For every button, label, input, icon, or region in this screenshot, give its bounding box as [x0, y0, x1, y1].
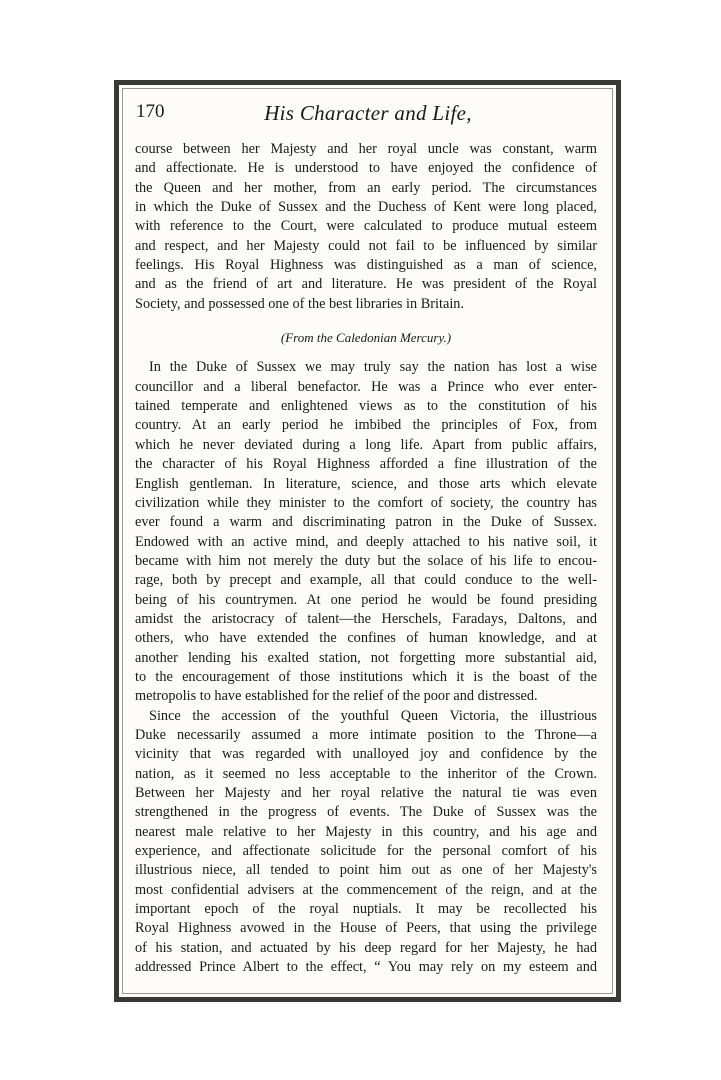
- paragraph-2: [135, 358, 597, 706]
- paragraph-1: [135, 140, 597, 314]
- text-line: course between her Majesty and her royal uncle was constant, warm: [135, 141, 597, 157]
- text-line: In the Duke of Sussex we may truly say the nation has lost a wise: [149, 359, 597, 376]
- text-line: most confidential advisers at the commencement of the reign, and at the: [135, 881, 597, 898]
- text-line: the Queen and her mother, from an early period. The circumstances: [135, 179, 597, 196]
- text-line: and as the friend of art and literature. He was president of the Royal: [135, 276, 597, 293]
- text-line: with reference to the Court, were calculated to produce mutual esteem: [135, 218, 597, 235]
- text-line: strengthened in the progress of events. The Duke of Sussex was the: [135, 804, 597, 821]
- page-header: [136, 101, 600, 131]
- text-line: councillor and a liberal benefactor. He was a Prince who ever enter-: [135, 378, 597, 395]
- text-line: ever found a warm and discriminating patron in the Duke of Sussex.: [135, 514, 597, 531]
- text-line: to the encouragement of those institutions which it is the boast of the: [135, 668, 597, 685]
- text-line: became with him not merely the duty but the solace of his life to encou-: [135, 552, 597, 569]
- body-text: [135, 140, 597, 977]
- text-line: experience, and affectionate solicitude for the personal comfort of his: [135, 843, 597, 860]
- text-line: amidst the aristocracy of talent—the Herschels, Faradays, Daltons, and: [135, 610, 597, 627]
- source-attribution: (From the Caledonian Mercury.): [280, 330, 452, 346]
- text-line: nearest male relative to her Majesty in this country, and his age and: [135, 823, 597, 840]
- text-line: another lending his exalted station, not forgetting more substantial aid,: [135, 649, 597, 666]
- text-line: metropolis to have established for the relief of the poor and distressed.: [135, 688, 538, 705]
- text-line: and affectionate. He is understood to have enjoyed the confidence of: [135, 160, 597, 177]
- text-line: feelings. His Royal Highness was distinguished as a man of science,: [135, 257, 597, 274]
- text-line: tained temperate and enlightened views as to the constitution of his: [135, 398, 597, 415]
- text-line: in which the Duke of Sussex and the Duchess of Kent were long placed,: [135, 199, 597, 216]
- text-line: of his station, and actuated by his deep regard for her Majesty, he had: [135, 939, 597, 956]
- page-number: 170: [136, 101, 165, 122]
- text-line: others, who have extended the confines of human knowledge, and at: [135, 630, 597, 647]
- text-line: country. At an early period he imbibed the principles of Fox, from: [135, 417, 597, 434]
- text-line: Since the accession of the youthful Queen Victoria, the illustrious: [149, 707, 597, 724]
- running-title: His Character and Life,: [264, 101, 472, 125]
- text-line: Between her Majesty and her royal relative the natural tie was even: [135, 785, 597, 801]
- text-line: being of his countrymen. At one period he would be found presiding: [135, 591, 597, 608]
- text-line: important epoch of the royal nuptials. It may be recollected his: [135, 901, 597, 918]
- paragraph-3: [135, 707, 597, 978]
- text-line: and respect, and her Majesty could not fail to be influenced by similar: [135, 237, 597, 254]
- text-line: the character of his Royal Highness afforded a fine illustration of the: [135, 456, 597, 473]
- text-line: civilization while they minister to the comfort of society, the country has: [135, 494, 597, 511]
- text-line: Endowed with an active mind, and deeply attached to his native soil, it: [135, 533, 597, 550]
- text-line: illustrious niece, all tended to point him out as one of her Majesty's: [135, 862, 597, 879]
- text-line: which he never deviated during a long life. Apart from public affairs,: [135, 436, 597, 453]
- text-line: Duke necessarily assumed a more intimate position to the Throne—a: [135, 726, 597, 743]
- text-line: addressed Prince Albert to the effect, “ You may rely on my esteem and: [135, 959, 597, 976]
- text-line: Royal Highness avowed in the House of Peers, that using the privilege: [135, 920, 597, 937]
- text-line: rage, both by precept and example, all that could conduce to the well-: [135, 572, 597, 589]
- text-line: nation, as it seemed no less acceptable to the inheritor of the Crown.: [135, 765, 597, 782]
- text-line: vicinity that was regarded with unalloyed joy and confidence by the: [135, 746, 597, 763]
- text-line: Society, and possessed one of the best libraries in Britain.: [135, 295, 465, 312]
- text-line: English gentleman. In literature, science, and those arts which elevate: [135, 475, 597, 492]
